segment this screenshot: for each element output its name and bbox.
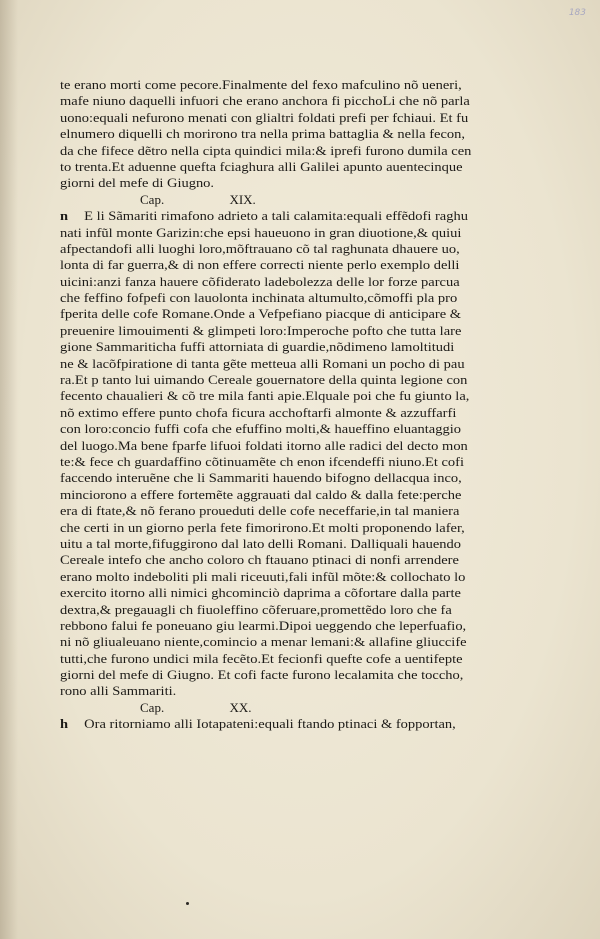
text-line: giorni del mefe di Giugno. Et cofi facte furono lecalamita che toccho, [60,668,464,683]
text-line: con loro:concio fuffi cofa che efuffino molti,& haueffino eluantaggio [60,422,461,437]
text-line: minciorono a effere fortemẽte aggrauati dal caldo & dalla fete:perche [60,487,462,502]
folio-number: 183 [568,8,586,18]
text-line: ne & lacõfpiratione di tanta gẽte metteua alli Romani un pocho di pau [60,356,465,371]
text-line: rono alli Sammariti. [60,684,177,699]
page-edge-shadow [0,0,18,939]
text-line: te:& fece ch guardaffino cõtinuamẽte ch enon ifcendeffi niuno.Et cofi [60,454,465,469]
text-line: n E li Sãmariti rimafono adrieto a tali calamita:equali effẽdofi raghu [60,209,468,224]
text-block [60,77,540,733]
text-line: tutti,che furono undici mila fecẽto.Et fecionfi quefte cofe a uentifepte [60,651,463,666]
chapter-heading-number: XIX. [229,191,256,207]
text-line: faccendo interuẽne che li Sammariti hauendo bifogno dellacqua inco, [60,471,462,486]
text-line: che feffino fofpefi con lauolonta inchinata altumulto,cõmoffi pla pro [60,291,458,306]
text-line: uicini:anzi fanza hauere cõfiderato ladebolezza delle lor forze parcua [60,274,460,289]
chapter-heading-number: XX. [229,699,252,715]
text-line: mafe niuno daquelli infuori che erano anchora fi picchoLi che nõ parla [60,94,470,109]
text-line: nati infũl monte Garizin:che epsi haueuono in gran diuotione,& quiui [60,225,462,240]
text-line: rebbono falui fe poneuano giu learmi.Dipoi ueggendo che leperfuafio, [60,618,467,633]
text-line: erano molto indeboliti pli mali riceuuti,fali infũl mõte:& collochato lo [60,569,466,584]
text-line: gione Sammariticha fuffi attorniata di guardie,nõdimeno lamoltitudi [60,340,455,355]
text-line: dextra,& pregauagli ch fiuoleffino cõferuare,promettẽdo loro che fa [60,602,452,617]
chapter-heading-label: Cap. [140,699,165,715]
text-line: uono:equali nefurono menati con glialtri foldati prefi per fchiaui. Et fu [60,110,469,125]
ink-mark [186,902,189,905]
chapter-heading [60,700,540,716]
text-line: preuenire limouimenti & glimpeti loro:Imperoche pofto che tutta lare [60,323,462,338]
text-line: uitu a tal morte,fifuggirono dal lato delli Romani. Dalliquali hauendo [60,536,462,551]
text-line: te erano morti come pecore.Finalmente del fexo mafculino nõ ueneri, [60,78,462,92]
text-line: da che fifece dẽtro nella cipta quindici mila:& iprefi furono dumila cen [60,143,472,158]
text-line: che certi in un giorno perla fete fimorirono.Et molti proponendo lafer, [60,520,465,535]
chapter-heading [60,192,540,208]
text-line: fperita delle cofe Romane.Onde a Vefpefiano piacque di anticipare & [60,307,462,322]
text-line: Cereale intefo che ancho coloro ch ftauano ptinaci di nonfi arrendere [60,553,459,568]
text-line: ra.Et p tanto lui uimando Cereale gouernatore della quinta legione con [60,373,468,388]
guide-letter: h [60,717,69,732]
guide-letter: n [60,209,69,224]
chapter-heading-label: Cap. [140,191,165,207]
text-line: lonta di far guerra,& di non effere correcti niente perlo exemplo delli [60,258,460,273]
text-line: h Ora ritorniamo alli Iotapateni:equali ftando ptinaci & fopportan, [60,717,456,732]
text-line: fecento chaualieri & cõ tre mila fanti apie.Elquale poi che fu giunto la, [60,389,470,404]
text-line: giorni del mefe di Giugno. [60,176,215,191]
text-line: nõ extimo effere punto chofa ficura acchoftarfi almonte & azzuffarfi [60,405,457,420]
text-line: exercito itorno alli nimici ghcominciò daprima a cõfortare dalla parte [60,586,461,601]
text-line: to trenta.Et aduenne quefta fciaghura alli Galilei apunto auentecinque [60,159,463,174]
text-line: elnumero diquelli ch morirono tra nella prima battaglia & nella fecon, [60,127,465,142]
text-line: afpectandofi alli luoghi loro,mõftrauano cõ tal raghunata dhauere uo, [60,241,460,256]
text-line: del luogo.Ma bene fparfe lifuoi foldati itorno alle radici del decto mon [60,438,468,453]
text-line: ni nõ gliualeuano niente,comincio a menar lemani:& allafine gliuccife [60,635,467,650]
text-line: era di ftate,& nõ ferano proueduti delle cofe neceffarie,in tal maniera [60,504,460,519]
